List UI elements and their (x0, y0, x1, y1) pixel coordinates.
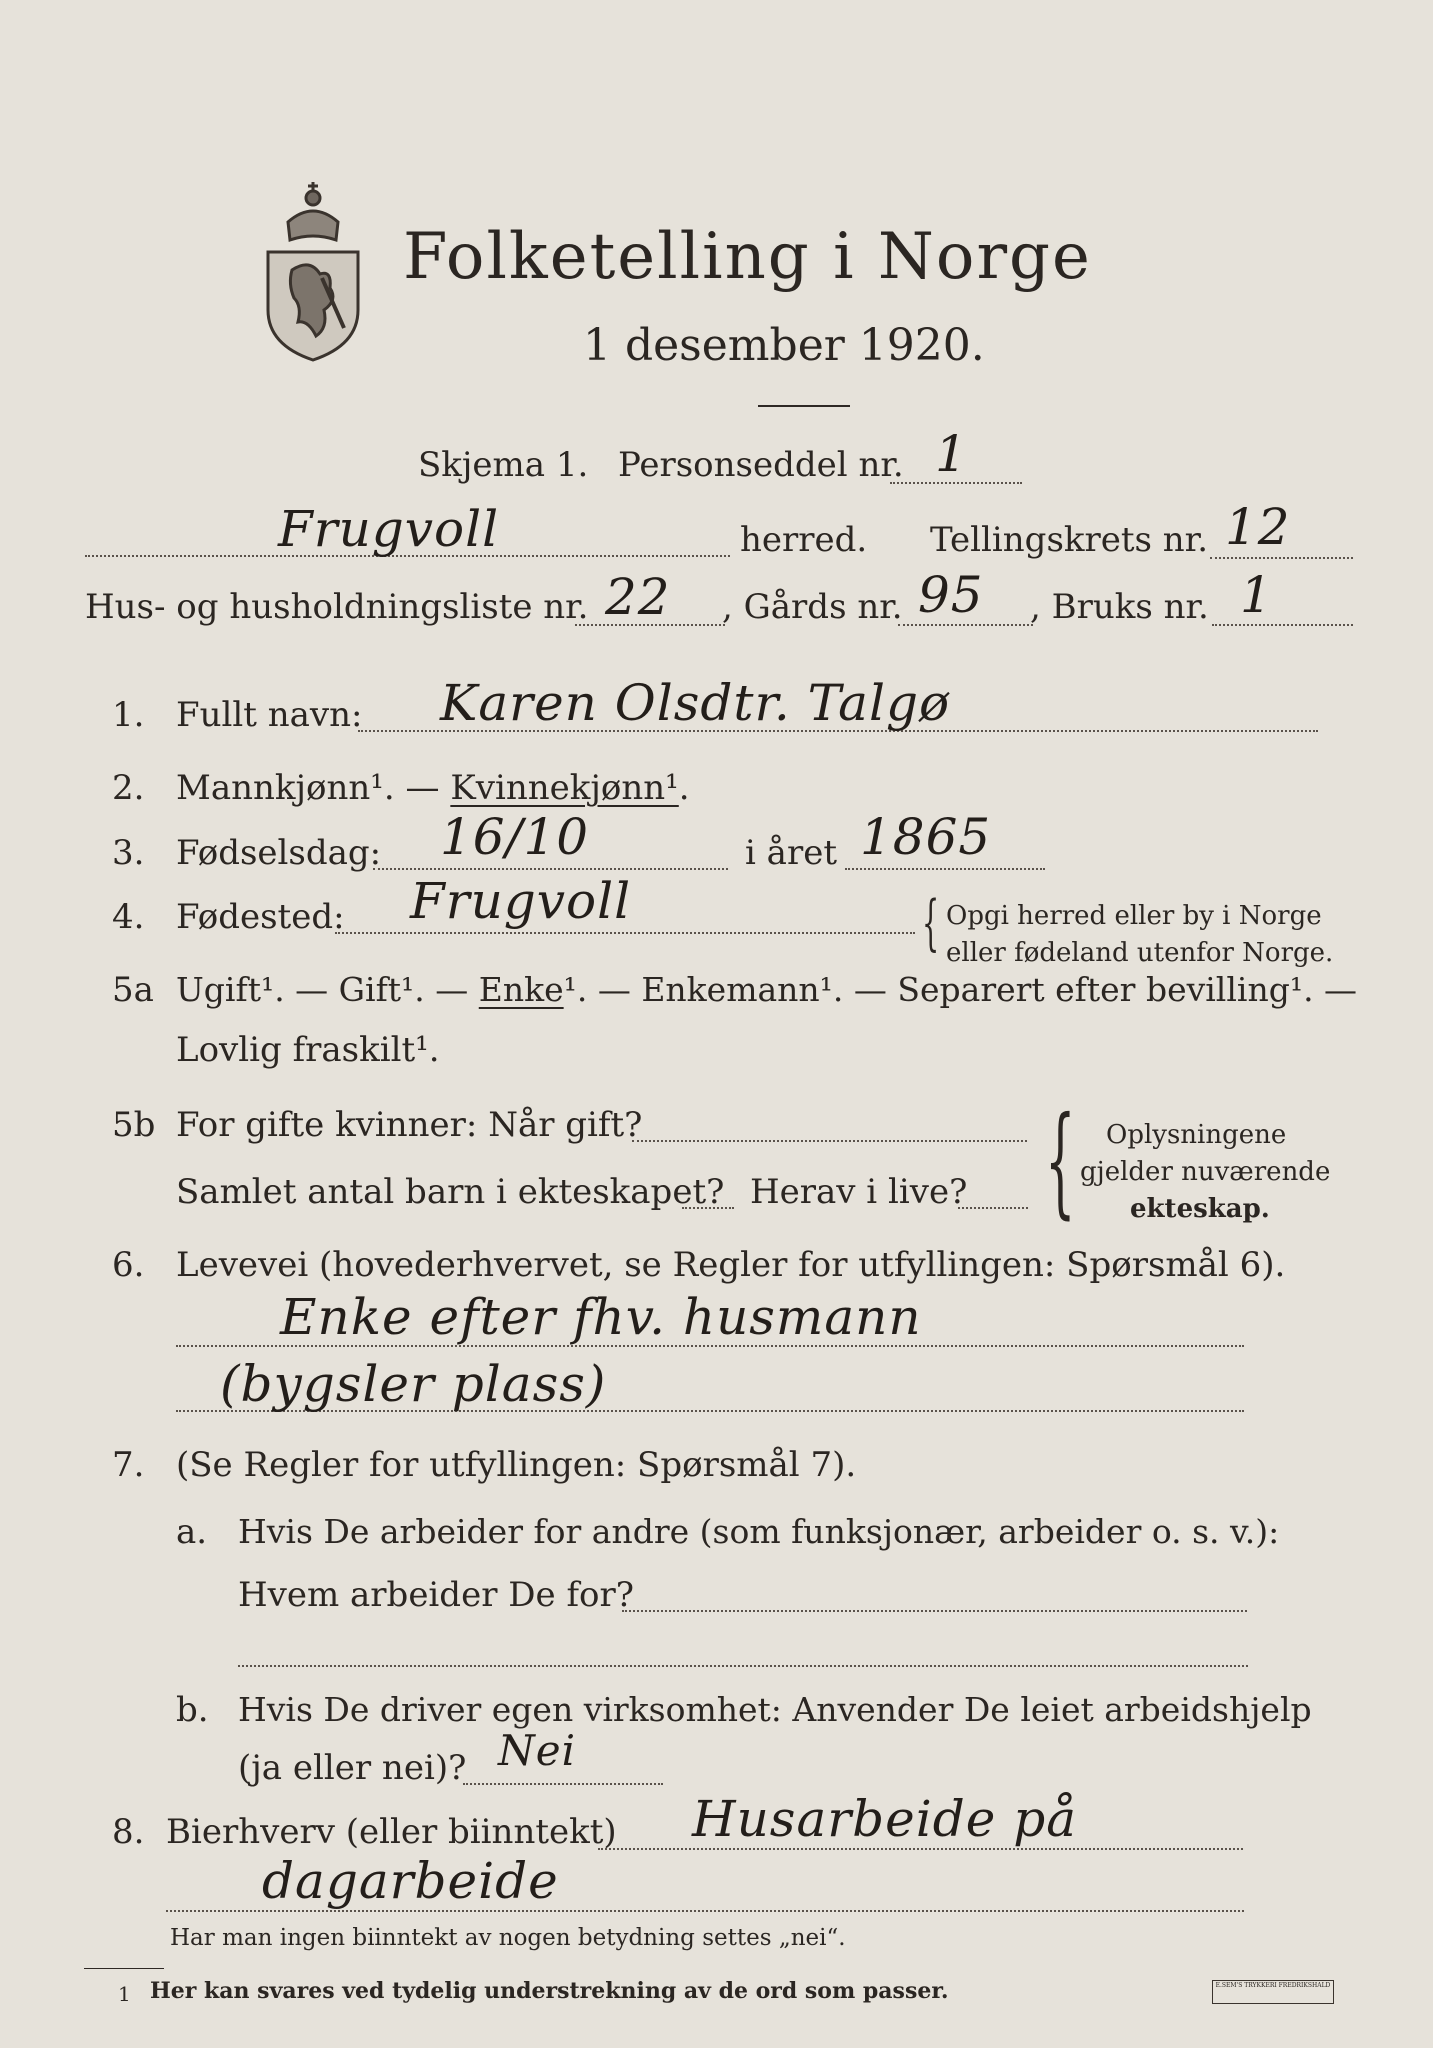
q6-value-line2: (bygsler plass) (220, 1355, 607, 1413)
q5b-note-line1: Oplysningene (1106, 1120, 1287, 1150)
q8-line1 (598, 1848, 1243, 1850)
q3-year-line (845, 868, 1045, 870)
q5b-line2a-dots (682, 1207, 734, 1209)
q8-number: 8. (112, 1812, 145, 1852)
form-title: Folketelling i Norge (403, 220, 1092, 294)
q3-year-label: i året (745, 833, 837, 873)
q5a-line2: Lovlig fraskilt¹. (176, 1030, 440, 1070)
q5a-option-enke-selected: Enke (478, 970, 564, 1009)
q7-number: 7. (112, 1445, 145, 1485)
q7-label: (Se Regler for utfyllingen: Spørsmål 7). (176, 1445, 857, 1485)
footnote-divider (84, 1968, 164, 1969)
skjema-label: Skjema 1. (418, 445, 589, 485)
tellingskrets-value: 12 (1225, 498, 1291, 556)
q5b-line2b-dots (958, 1207, 1028, 1209)
q5a-options-pre: Ugift¹. — Gift¹. — (176, 970, 479, 1009)
husliste-value: 22 (605, 568, 671, 626)
q5b-line1-dots (632, 1140, 1027, 1142)
q1-number: 1. (112, 695, 145, 735)
q6-number: 6. (112, 1245, 145, 1285)
personseddel-label: Personseddel nr. (618, 445, 904, 485)
q5b-note-line3: ekteskap. (1130, 1194, 1270, 1224)
herred-label: herred. (740, 520, 868, 560)
herred-value: Frugvoll (278, 500, 500, 558)
q3-number: 3. (112, 833, 145, 873)
q8-value-line2: dagarbeide (262, 1852, 559, 1910)
gards-line (898, 624, 1033, 626)
tellingskrets-label: Tellingskrets nr. (930, 520, 1209, 560)
q8-value-line1: Husarbeide på (692, 1790, 1078, 1848)
q2-number: 2. (112, 768, 145, 808)
q4-note-line2: eller fødeland utenfor Norge. (946, 938, 1334, 968)
q4-label: Fødested: (176, 897, 345, 937)
q3-label: Fødselsdag: (176, 833, 382, 873)
q5b-line2b: Herav i live? (750, 1172, 968, 1212)
q7b-line2: (ja eller nei)? (238, 1748, 467, 1788)
q3-value: 16/10 (440, 808, 590, 866)
q7a-line-dots-2 (238, 1665, 1248, 1667)
gards-label: , Gårds nr. (722, 587, 903, 627)
bruks-label: , Bruks nr. (1030, 587, 1209, 627)
q7a-letter: a. (176, 1512, 208, 1552)
q7a-line-dots (622, 1610, 1247, 1612)
q5b-line2a: Samlet antal barn i ekteskapet? (176, 1172, 725, 1212)
q8-label: Bierhverv (eller biinntekt) (166, 1812, 617, 1852)
q1-value: Karen Olsdtr. Talgø (440, 674, 951, 732)
bruks-value: 1 (1240, 566, 1273, 624)
personseddel-value: 1 (935, 425, 968, 483)
q1-label: Fullt navn: (176, 695, 363, 735)
gards-value: 95 (918, 566, 984, 624)
q6-value-line1: Enke efter fhv. husmann (280, 1288, 922, 1346)
q7b-value: Nei (498, 1726, 577, 1775)
q4-brace: { (922, 888, 940, 958)
q2-option-female-selected: Kvinnekjønn¹ (450, 768, 679, 808)
q4-note-line1: Opgi herred eller by i Norge (946, 901, 1322, 931)
q4-value: Frugvoll (410, 872, 632, 930)
q5b-line1: For gifte kvinner: Når gift? (176, 1105, 643, 1145)
footnote-text: Her kan svares ved tydelig understrekning av de ord som passer. (150, 1978, 949, 2004)
title-divider (758, 405, 850, 407)
printer-stamp: E.SEM'S TRYKKERI FREDRIKSHALD (1212, 1980, 1334, 2004)
q2-option-male: Mannkjønn¹. — (176, 768, 451, 808)
q7b-letter: b. (176, 1690, 209, 1730)
q4-number: 4. (112, 897, 145, 937)
bruks-line (1212, 624, 1353, 626)
q5b-number: 5b (112, 1105, 156, 1145)
q5b-brace: { (1045, 1092, 1076, 1231)
q8-line2 (166, 1910, 1244, 1912)
q5a-line1 (176, 970, 1357, 1009)
q5b-note-line2: gjelder nuværende (1080, 1157, 1331, 1187)
q4-line (335, 932, 915, 934)
q5a-options-post: ¹. — Enkemann¹. — Separert efter bevilling¹. — (563, 970, 1358, 1009)
q7a-line1: Hvis De arbeider for andre (som funksjonær, arbeider o. s. v.): (238, 1512, 1280, 1551)
q3-line (373, 868, 728, 870)
q7b-line1: Hvis De driver egen virksomhet: Anvender De leiet arbeidshjelp (238, 1690, 1312, 1729)
coat-of-arms-icon (258, 160, 368, 365)
husliste-label: Hus- og husholdningsliste nr. (85, 587, 589, 627)
q3-year-value: 1865 (860, 808, 992, 866)
q5a-number: 5a (112, 970, 154, 1010)
footnote-number: 1 (118, 1982, 131, 2006)
q7a-line2: Hvem arbeider De for? (238, 1575, 634, 1615)
footer-note: Har man ingen biinntekt av nogen betydning settes „nei“. (170, 1925, 846, 1951)
q6-label: Levevei (hovederhvervet, se Regler for utfyllingen: Spørsmål 6). (176, 1245, 1286, 1285)
q7b-line-dots (463, 1783, 663, 1785)
q2-label (176, 768, 690, 808)
tellingskrets-line (1210, 557, 1353, 559)
q2-label-end: . (678, 768, 690, 808)
census-date: 1 desember 1920. (583, 320, 985, 371)
